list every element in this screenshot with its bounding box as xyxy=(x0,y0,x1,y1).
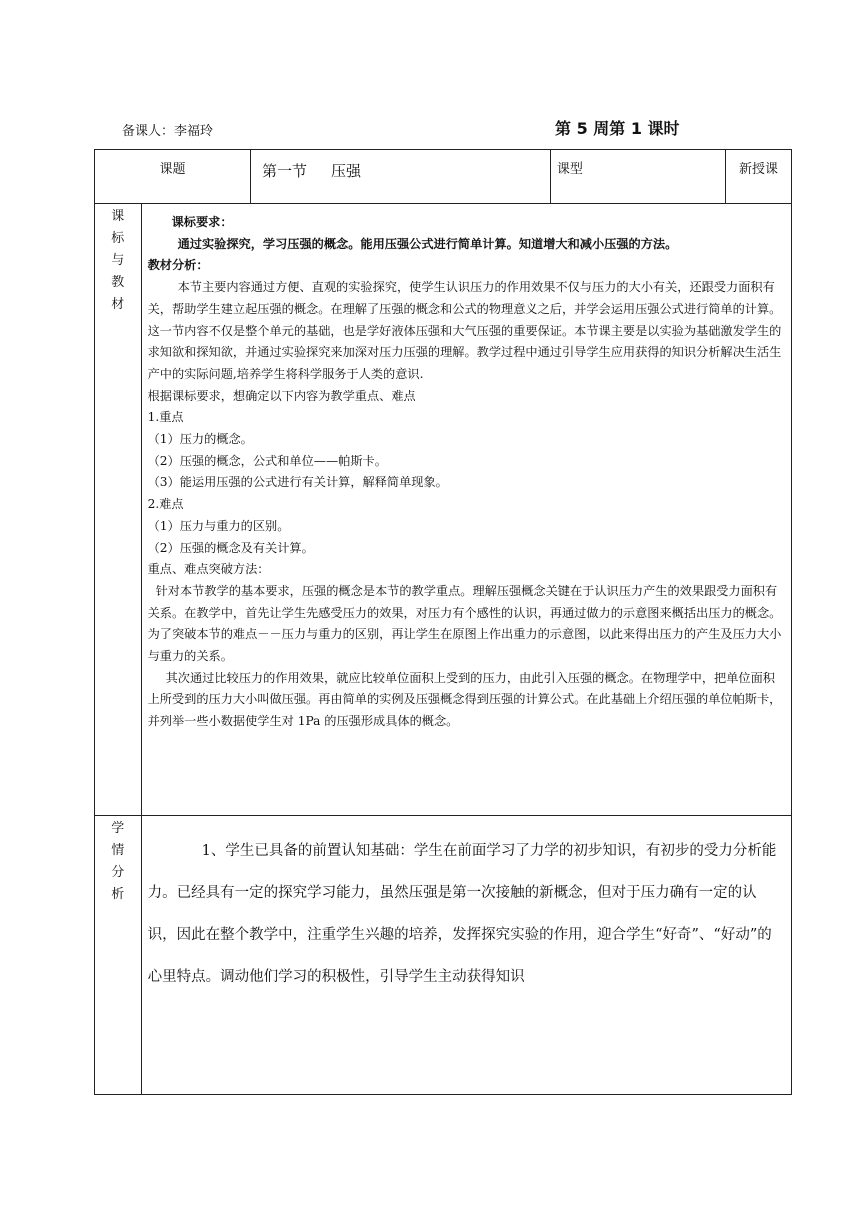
text-line: 重点、难点突破方法： xyxy=(147,562,270,577)
label-char: 分 xyxy=(111,865,125,880)
analysis-heading: 教材分析： xyxy=(147,258,209,273)
learner-label-cell xyxy=(95,816,142,1095)
learner-analysis-row xyxy=(95,816,792,1095)
label-char: 课 xyxy=(111,209,125,224)
type-label-cell xyxy=(550,150,725,204)
topic-section: 第一节 xyxy=(262,162,308,180)
type-value: 新授课 xyxy=(739,162,779,177)
standard-heading: 课标要求： xyxy=(171,215,233,229)
label-char: 教 xyxy=(111,275,125,290)
standards-label-cell xyxy=(95,204,142,816)
text-line: 1.重点 xyxy=(147,410,184,425)
label-char: 析 xyxy=(111,887,125,902)
text-line: （1）压力的概念。 xyxy=(147,432,253,447)
topic-row xyxy=(95,150,792,204)
topic-label: 课题 xyxy=(159,162,186,177)
learner-analysis-content xyxy=(141,816,791,1095)
text-line: 根据课标要求，想确定以下内容为教学重点、难点 xyxy=(147,388,416,403)
label-char: 材 xyxy=(111,297,125,312)
text-line: （2）压强的概念及有关计算。 xyxy=(147,540,314,555)
label-char: 与 xyxy=(111,253,125,268)
text-line: （2）压强的概念，公式和单位——帕斯卡。 xyxy=(147,453,387,468)
learner-analysis-text: 1、学生已具备的前置认知基础：学生在前面学习了力学的初步知识，有初步的受力分析能力。已经具有一定的探究学习能力，虽然压强是第一次接触的新概念，但对于压力确有一定的认识，因此在整个教学中，注重学生兴趣的培养，发挥探究实验的作用，迎合学生“好奇”、“好动”的心里特点。调动他们学习的积极性，引导学生主动获得知识 xyxy=(147,843,777,985)
method-paragraph: 针对本节教学的基本要求，压强的概念是本节的教学重点。理解压强概念关键在于认识压力产生的效果跟受力面积有关系。在教学中，首先让学生先感受压力的效果，对压力有个感性的认识，再通过做力的示意图来概括出压力的概念。为了突破本节的难点－－压力与重力的区别，再让学生在原图上作出重力的示意图，以此来得出压力的产生及压力大小与重力的关系。 xyxy=(147,583,782,664)
label-char: 学 xyxy=(111,821,125,836)
standards-row xyxy=(95,204,792,816)
topic-value-cell xyxy=(251,150,551,204)
preparer-label: 备课人：李福玲 xyxy=(122,124,214,139)
label-char: 标 xyxy=(111,231,125,246)
standard-text: 通过实验探究，学习压强的概念。能用压强公式进行简单计算。知道增大和减小压强的方法。 xyxy=(177,236,678,251)
standards-content xyxy=(141,204,791,816)
topic-name: 压强 xyxy=(331,162,362,180)
analysis-text: 本节主要内容通过方便、直观的实验探究，使学生认识压力的作用效果不仅与压力的大小有关，还跟受力面积有关，帮助学生建立起压强的概念。在理解了压强的概念和公式的物理意义之后，并学会运用压强公式进行简单的计算。这一节内容不仅是整个单元的基础，也是学好液体压强和大气压强的重要保证。本节课主要是以实验为基础激发学生的求知欲和探知欲，并通过实验探究来加深对压力压强的理解。教学过程中通过引导学生应用获得的知识分析解决生活生产中的实际问题,培养学生将科学服务于人类的意识. xyxy=(147,280,782,381)
topic-label-cell xyxy=(95,150,251,204)
lesson-plan-table xyxy=(94,149,792,1095)
label-char: 情 xyxy=(111,843,125,858)
type-value-cell xyxy=(726,150,792,204)
type-label: 课型 xyxy=(556,162,583,177)
text-line: 2.难点 xyxy=(147,497,184,512)
schedule-label: 第 5 周第 1 课时 xyxy=(555,119,680,138)
method-paragraph: 其次通过比较压力的作用效果，就应比较单位面积上受到的压力，由此引入压强的概念。在物理学中，把单位面积上所受到的压力大小叫做压强。再由简单的实例及压强概念得到压强的计算公式。在此基础上介绍压强的单位帕斯卡，并列举一些小数据使学生对 1Pa 的压强形成具体的概念。 xyxy=(147,670,782,729)
text-line: （1）压力与重力的区别。 xyxy=(147,518,290,533)
text-line: （3）能运用压强的公式进行有关计算，解释简单现象。 xyxy=(147,475,448,490)
